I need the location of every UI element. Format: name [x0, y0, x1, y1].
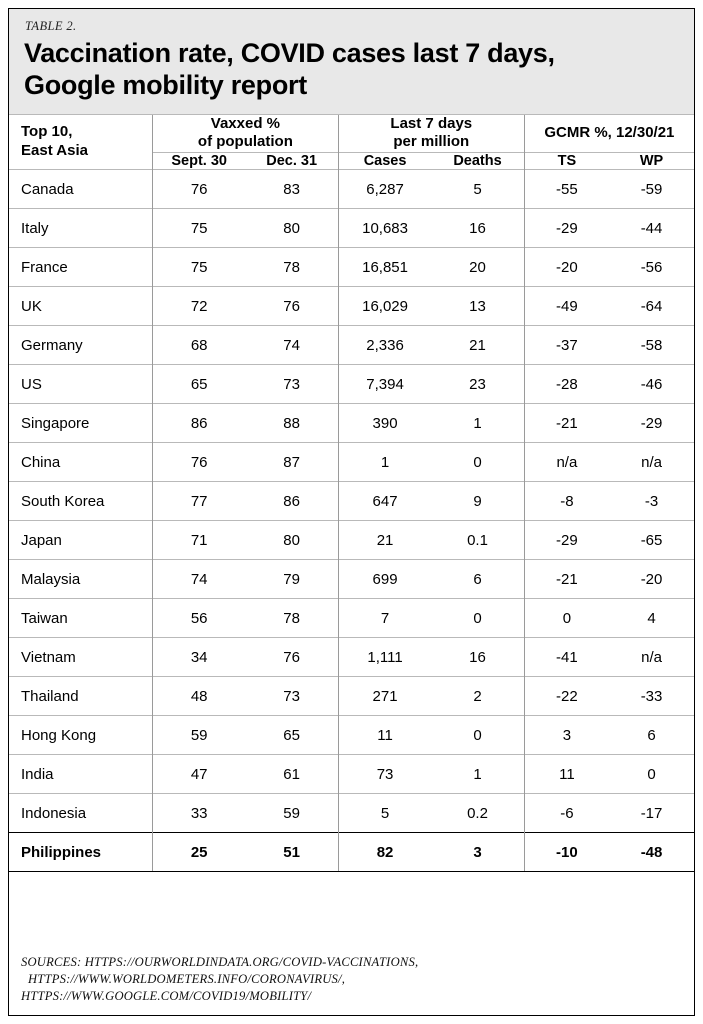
cell-cases: 7	[338, 599, 431, 638]
cell-sept30: 33	[152, 794, 245, 833]
cell-sept30: 34	[152, 638, 245, 677]
cell-sept30: 65	[152, 365, 245, 404]
cell-wp: -3	[609, 482, 694, 521]
cell-dec31: 76	[245, 638, 338, 677]
table-header-block	[9, 9, 694, 114]
column-header-dec31: Dec. 31	[245, 153, 338, 170]
cell-country: Taiwan	[9, 599, 152, 638]
cell-deaths: 0.2	[431, 794, 524, 833]
cell-cases: 2,336	[338, 326, 431, 365]
cell-cases: 699	[338, 560, 431, 599]
cell-ts: -28	[524, 365, 609, 404]
column-header-sept30: Sept. 30	[152, 153, 245, 170]
page-title	[24, 38, 680, 102]
column-header-cases: Cases	[338, 153, 431, 170]
cell-dec31: 73	[245, 365, 338, 404]
table-frame	[8, 8, 695, 1016]
cell-sept30: 74	[152, 560, 245, 599]
table-number-label: TABLE 2.	[25, 19, 77, 33]
cell-country: Italy	[9, 209, 152, 248]
cell-dec31: 80	[245, 209, 338, 248]
cell-cases: 5	[338, 794, 431, 833]
cell-ts: -29	[524, 209, 609, 248]
cell-ts: -8	[524, 482, 609, 521]
cell-ts: 3	[524, 716, 609, 755]
cell-deaths: 3	[431, 833, 524, 872]
cell-wp: -29	[609, 404, 694, 443]
cell-dec31: 86	[245, 482, 338, 521]
cell-country: Thailand	[9, 677, 152, 716]
column-group-header-last7days	[338, 114, 524, 153]
cell-ts: -29	[524, 521, 609, 560]
cell-wp: -59	[609, 170, 694, 209]
cell-dec31: 87	[245, 443, 338, 482]
cell-country: Philippines	[9, 833, 152, 872]
table-row	[9, 560, 694, 599]
cell-deaths: 2	[431, 677, 524, 716]
cell-sept30: 56	[152, 599, 245, 638]
cell-cases: 1	[338, 443, 431, 482]
cell-ts: -21	[524, 404, 609, 443]
cell-cases: 390	[338, 404, 431, 443]
column-header-wp: WP	[609, 153, 694, 170]
cell-sept30: 86	[152, 404, 245, 443]
table-row	[9, 677, 694, 716]
cell-wp: 0	[609, 755, 694, 794]
table-row	[9, 755, 694, 794]
cell-wp: -20	[609, 560, 694, 599]
column-header-region	[9, 114, 152, 170]
table-row	[9, 599, 694, 638]
table-row	[9, 365, 694, 404]
cell-wp: -17	[609, 794, 694, 833]
cell-wp: -58	[609, 326, 694, 365]
cell-sept30: 77	[152, 482, 245, 521]
cell-deaths: 5	[431, 170, 524, 209]
sources-note	[9, 945, 694, 1015]
cell-dec31: 73	[245, 677, 338, 716]
cell-sept30: 75	[152, 209, 245, 248]
cell-country: Germany	[9, 326, 152, 365]
cell-deaths: 16	[431, 638, 524, 677]
cell-cases: 7,394	[338, 365, 431, 404]
cell-sept30: 71	[152, 521, 245, 560]
cell-cases: 11	[338, 716, 431, 755]
cell-dec31: 74	[245, 326, 338, 365]
cell-country: Japan	[9, 521, 152, 560]
column-group-header-vaxxed	[152, 114, 338, 153]
cell-ts: 11	[524, 755, 609, 794]
page-title-line-2: Google mobility report	[24, 69, 307, 100]
cell-cases: 1,111	[338, 638, 431, 677]
cell-country: Malaysia	[9, 560, 152, 599]
table-header-group-row	[9, 114, 694, 153]
column-group-header-last7days-line-1: Last 7 days	[390, 114, 473, 132]
cell-dec31: 88	[245, 404, 338, 443]
cell-sept30: 68	[152, 326, 245, 365]
cell-deaths: 0.1	[431, 521, 524, 560]
column-header-region-line-1: Top 10,	[21, 123, 73, 141]
cell-country: Singapore	[9, 404, 152, 443]
cell-ts: -22	[524, 677, 609, 716]
table-row	[9, 209, 694, 248]
cell-ts: -20	[524, 248, 609, 287]
cell-sept30: 25	[152, 833, 245, 872]
cell-deaths: 23	[431, 365, 524, 404]
cell-wp: 6	[609, 716, 694, 755]
table-row	[9, 482, 694, 521]
cell-sept30: 59	[152, 716, 245, 755]
page-title-line-1: Vaccination rate, COVID cases last 7 days,	[24, 38, 555, 68]
cell-dec31: 83	[245, 170, 338, 209]
cell-cases: 10,683	[338, 209, 431, 248]
cell-dec31: 65	[245, 716, 338, 755]
cell-wp: -65	[609, 521, 694, 560]
cell-cases: 647	[338, 482, 431, 521]
column-group-header-gcmr	[524, 114, 694, 153]
table-body	[9, 170, 694, 872]
table-row	[9, 326, 694, 365]
data-table-wrapper	[9, 114, 694, 945]
table-row	[9, 833, 694, 872]
cell-sept30: 76	[152, 443, 245, 482]
cell-deaths: 6	[431, 560, 524, 599]
cell-dec31: 78	[245, 248, 338, 287]
cell-country: India	[9, 755, 152, 794]
cell-ts: n/a	[524, 443, 609, 482]
column-header-region-line-2: East Asia	[21, 141, 88, 159]
cell-wp: -64	[609, 287, 694, 326]
table-row	[9, 794, 694, 833]
cell-wp: n/a	[609, 443, 694, 482]
cell-ts: -37	[524, 326, 609, 365]
cell-country: China	[9, 443, 152, 482]
data-table	[9, 114, 694, 873]
table-head	[9, 114, 694, 170]
table-row	[9, 287, 694, 326]
cell-ts: 0	[524, 599, 609, 638]
cell-ts: -21	[524, 560, 609, 599]
cell-dec31: 76	[245, 287, 338, 326]
cell-country: US	[9, 365, 152, 404]
cell-wp: n/a	[609, 638, 694, 677]
cell-country: Vietnam	[9, 638, 152, 677]
cell-deaths: 13	[431, 287, 524, 326]
cell-deaths: 16	[431, 209, 524, 248]
column-header-ts: TS	[524, 153, 609, 170]
column-group-header-vaxxed-line-1: Vaxxed %	[210, 114, 280, 132]
sources-line-3: HTTPS://WWW.GOOGLE.COM/COVID19/MOBILITY/	[21, 989, 312, 1003]
cell-country: Hong Kong	[9, 716, 152, 755]
cell-dec31: 51	[245, 833, 338, 872]
cell-wp: -56	[609, 248, 694, 287]
cell-deaths: 9	[431, 482, 524, 521]
cell-cases: 21	[338, 521, 431, 560]
cell-dec31: 61	[245, 755, 338, 794]
cell-sept30: 75	[152, 248, 245, 287]
cell-cases: 73	[338, 755, 431, 794]
cell-country: France	[9, 248, 152, 287]
cell-sept30: 47	[152, 755, 245, 794]
table-row	[9, 248, 694, 287]
cell-sept30: 76	[152, 170, 245, 209]
table-row	[9, 521, 694, 560]
cell-sept30: 48	[152, 677, 245, 716]
cell-country: South Korea	[9, 482, 152, 521]
cell-ts: -55	[524, 170, 609, 209]
cell-wp: 4	[609, 599, 694, 638]
cell-wp: -44	[609, 209, 694, 248]
cell-dec31: 80	[245, 521, 338, 560]
cell-deaths: 0	[431, 599, 524, 638]
column-header-deaths: Deaths	[431, 153, 524, 170]
cell-dec31: 59	[245, 794, 338, 833]
table-row	[9, 170, 694, 209]
cell-cases: 271	[338, 677, 431, 716]
cell-deaths: 1	[431, 404, 524, 443]
table-row	[9, 638, 694, 677]
sources-line-1: SOURCES: HTTPS://OURWORLDINDATA.ORG/COVID-VACCINATIONS,	[21, 955, 419, 969]
cell-wp: -48	[609, 833, 694, 872]
cell-ts: -49	[524, 287, 609, 326]
column-group-header-vaxxed-line-2: of population	[197, 133, 293, 151]
cell-cases: 6,287	[338, 170, 431, 209]
cell-deaths: 0	[431, 716, 524, 755]
cell-cases: 82	[338, 833, 431, 872]
column-group-header-last7days-line-2: per million	[393, 133, 470, 151]
cell-dec31: 78	[245, 599, 338, 638]
cell-deaths: 1	[431, 755, 524, 794]
column-group-header-gcmr-label: GCMR %, 12/30/21	[544, 124, 675, 142]
table-row	[9, 716, 694, 755]
cell-wp: -33	[609, 677, 694, 716]
cell-country: Indonesia	[9, 794, 152, 833]
cell-country: UK	[9, 287, 152, 326]
cell-country: Canada	[9, 170, 152, 209]
cell-cases: 16,029	[338, 287, 431, 326]
cell-sept30: 72	[152, 287, 245, 326]
cell-deaths: 20	[431, 248, 524, 287]
cell-ts: -41	[524, 638, 609, 677]
table-row	[9, 443, 694, 482]
cell-ts: -6	[524, 794, 609, 833]
cell-ts: -10	[524, 833, 609, 872]
cell-deaths: 0	[431, 443, 524, 482]
cell-deaths: 21	[431, 326, 524, 365]
cell-dec31: 79	[245, 560, 338, 599]
cell-wp: -46	[609, 365, 694, 404]
sources-line-2: HTTPS://WWW.WORLDOMETERS.INFO/CORONAVIRUS/,	[28, 972, 346, 986]
cell-cases: 16,851	[338, 248, 431, 287]
table-row	[9, 404, 694, 443]
